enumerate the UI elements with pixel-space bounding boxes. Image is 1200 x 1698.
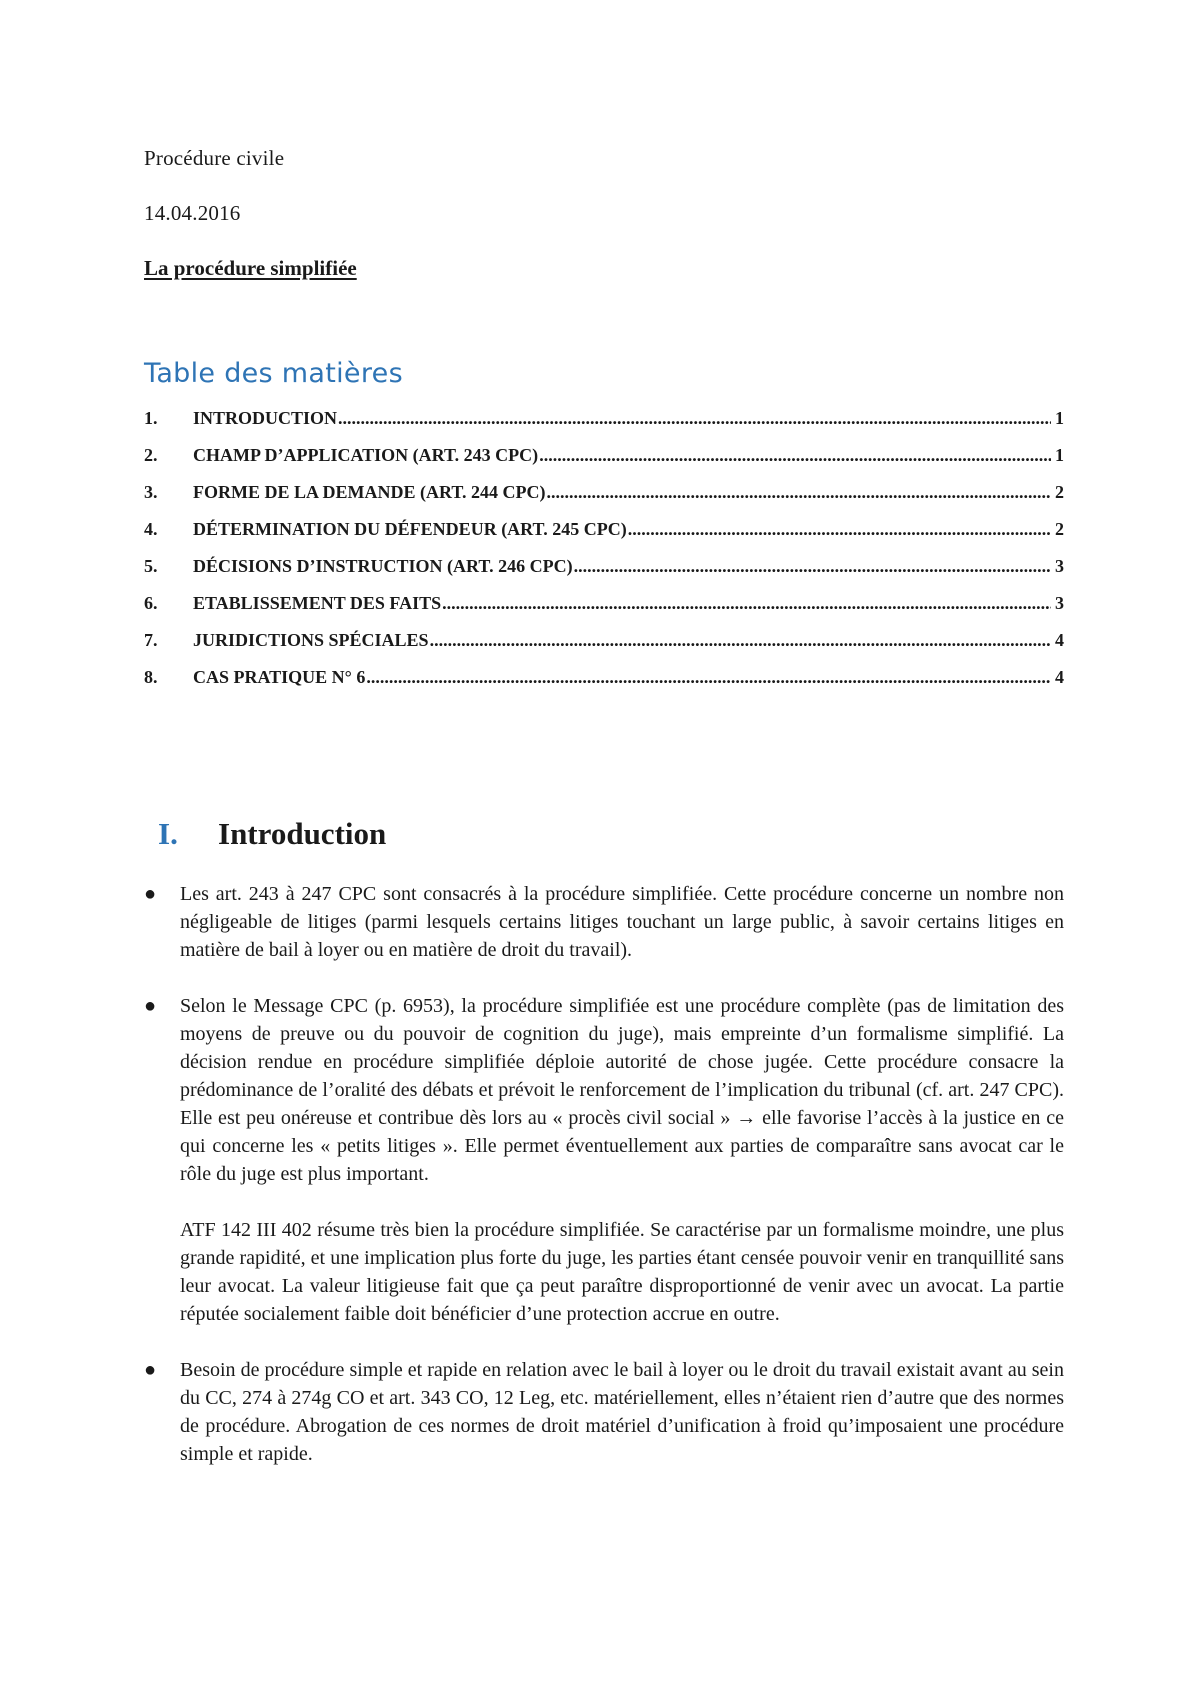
paragraph-text: ATF 142 III 402 résume très bien la procédure simplifiée. Se caractérise par un formalisme moindre, une plus grande rapidité, et une implication plus forte du juge, les parties étant censée pouvoir venir en tranquillité sans leur avocat. La valeur litigieuse fait que ça peut paraître disproportionné de venir avec un avocat. La partie réputée socialement faible doit bénéficier d’une protection accrue en outre. [180, 1219, 1064, 1325]
toc-entry-number: 7. [144, 630, 158, 650]
toc-entry-page: 4 [1055, 630, 1064, 650]
toc-entry-etablissement-faits[interactable] [144, 593, 1064, 630]
toc-dot-leader [430, 630, 1051, 651]
toc-entry-number: 4. [144, 519, 158, 539]
bullet-paragraph [144, 992, 1064, 1188]
toc-entry-decisions-instruction[interactable] [144, 556, 1064, 593]
document-title: La procédure simplifiée [144, 256, 357, 280]
toc-entry-determination-defendeur[interactable] [144, 519, 1064, 556]
toc-entry-label: DÉCISIONS D’INSTRUCTION (ART. 246 CPC) [193, 556, 573, 576]
toc-dot-leader [547, 482, 1051, 503]
bullet-paragraph [144, 1356, 1064, 1468]
lecture-date: 14.04.2016 [144, 201, 241, 225]
toc-dot-leader [574, 556, 1051, 577]
toc-entry-label: CHAMP D’APPLICATION (ART. 243 CPC) [193, 445, 539, 465]
toc-entry-page: 4 [1055, 667, 1064, 687]
toc-entry-label: JURIDICTIONS SPÉCIALES [193, 630, 429, 650]
toc-entry-cas-pratique[interactable] [144, 667, 1064, 704]
toc-dot-leader [338, 408, 1051, 429]
toc-entry-number: 1. [144, 408, 158, 428]
section-title: Introduction [218, 816, 387, 851]
paragraph-text: Besoin de procédure simple et rapide en relation avec le bail à loyer ou le droit du travail existait avant au sein du CC, 274 à 274g CO et art. 343 CO, 12 Leg, etc. matériellement, elles n’étaient rien d’autre que des normes de procédure. Abrogation de ces normes de droit matériel d’unification à froid qu’imposaient une procédure simple et rapide. [180, 1359, 1064, 1465]
bullet-icon: ● [144, 995, 157, 1017]
toc-entry-introduction[interactable] [144, 408, 1064, 445]
toc-entry-page: 2 [1055, 482, 1064, 502]
course-name: Procédure civile [144, 146, 285, 170]
toc-entry-number: 6. [144, 593, 158, 613]
toc-dot-leader [442, 593, 1051, 614]
toc-dot-leader [539, 445, 1051, 466]
bullet-paragraph [144, 880, 1064, 964]
toc-dot-leader [628, 519, 1051, 540]
toc-entry-champ-application[interactable] [144, 445, 1064, 482]
bullet-icon: ● [144, 1359, 157, 1381]
toc-entry-number: 3. [144, 482, 158, 502]
toc-entry-label: FORME DE LA DEMANDE (ART. 244 CPC) [193, 482, 546, 502]
paragraph-text: Selon le Message CPC (p. 6953), la procédure simplifiée est une procédure complète (pas de limitation des moyens de preuve ou du pouvoir de cognition du juge), mais empreinte d’un formalisme simplifié. La décision rendue en procédure simplifiée déploie autorité de chose jugée. Cette procédure consacre la prédominance de l’oralité des débats et prévoit le renforcement de l’implication du tribunal (cf. art. 247 CPC). Elle est peu onéreuse et contribue dès lors au « procès civil social » → elle favorise l’accès à la justice en ce qui concerne les « petits litiges ». Elle permet éventuellement aux parties de comparaître sans avocat car le rôle du juge est plus important. [180, 995, 1064, 1185]
toc-entry-label: ETABLISSEMENT DES FAITS [193, 593, 442, 613]
toc-entry-page: 1 [1055, 408, 1064, 428]
toc-entry-label: CAS PRATIQUE N° 6 [193, 667, 366, 687]
section-number: I. [158, 816, 178, 851]
toc-entry-juridictions-speciales[interactable] [144, 630, 1064, 667]
bullet-icon: ● [144, 883, 157, 905]
toc-entry-page: 1 [1055, 445, 1064, 465]
toc-entry-label: DÉTERMINATION DU DÉFENDEUR (ART. 245 CPC) [193, 519, 627, 539]
indented-paragraph [144, 1216, 1064, 1328]
table-of-contents [144, 408, 1064, 704]
toc-dot-leader [366, 667, 1051, 688]
toc-entry-page: 3 [1055, 556, 1064, 576]
toc-entry-page: 3 [1055, 593, 1064, 613]
toc-entry-number: 5. [144, 556, 158, 576]
toc-entry-page: 2 [1055, 519, 1064, 539]
toc-entry-forme-demande[interactable] [144, 482, 1064, 519]
section-body [144, 880, 1064, 1468]
toc-entry-number: 8. [144, 667, 158, 687]
toc-heading: Table des matières [144, 358, 403, 389]
paragraph-text: Les art. 243 à 247 CPC sont consacrés à la procédure simplifiée. Cette procédure concerne un nombre non négligeable de litiges (parmi lesquels certains litiges touchant un large public, à savoir certains litiges en matière de bail à loyer ou en matière de droit du travail). [180, 883, 1064, 961]
toc-entry-label: INTRODUCTION [193, 408, 338, 428]
toc-entry-number: 2. [144, 445, 158, 465]
section-heading [158, 816, 386, 852]
